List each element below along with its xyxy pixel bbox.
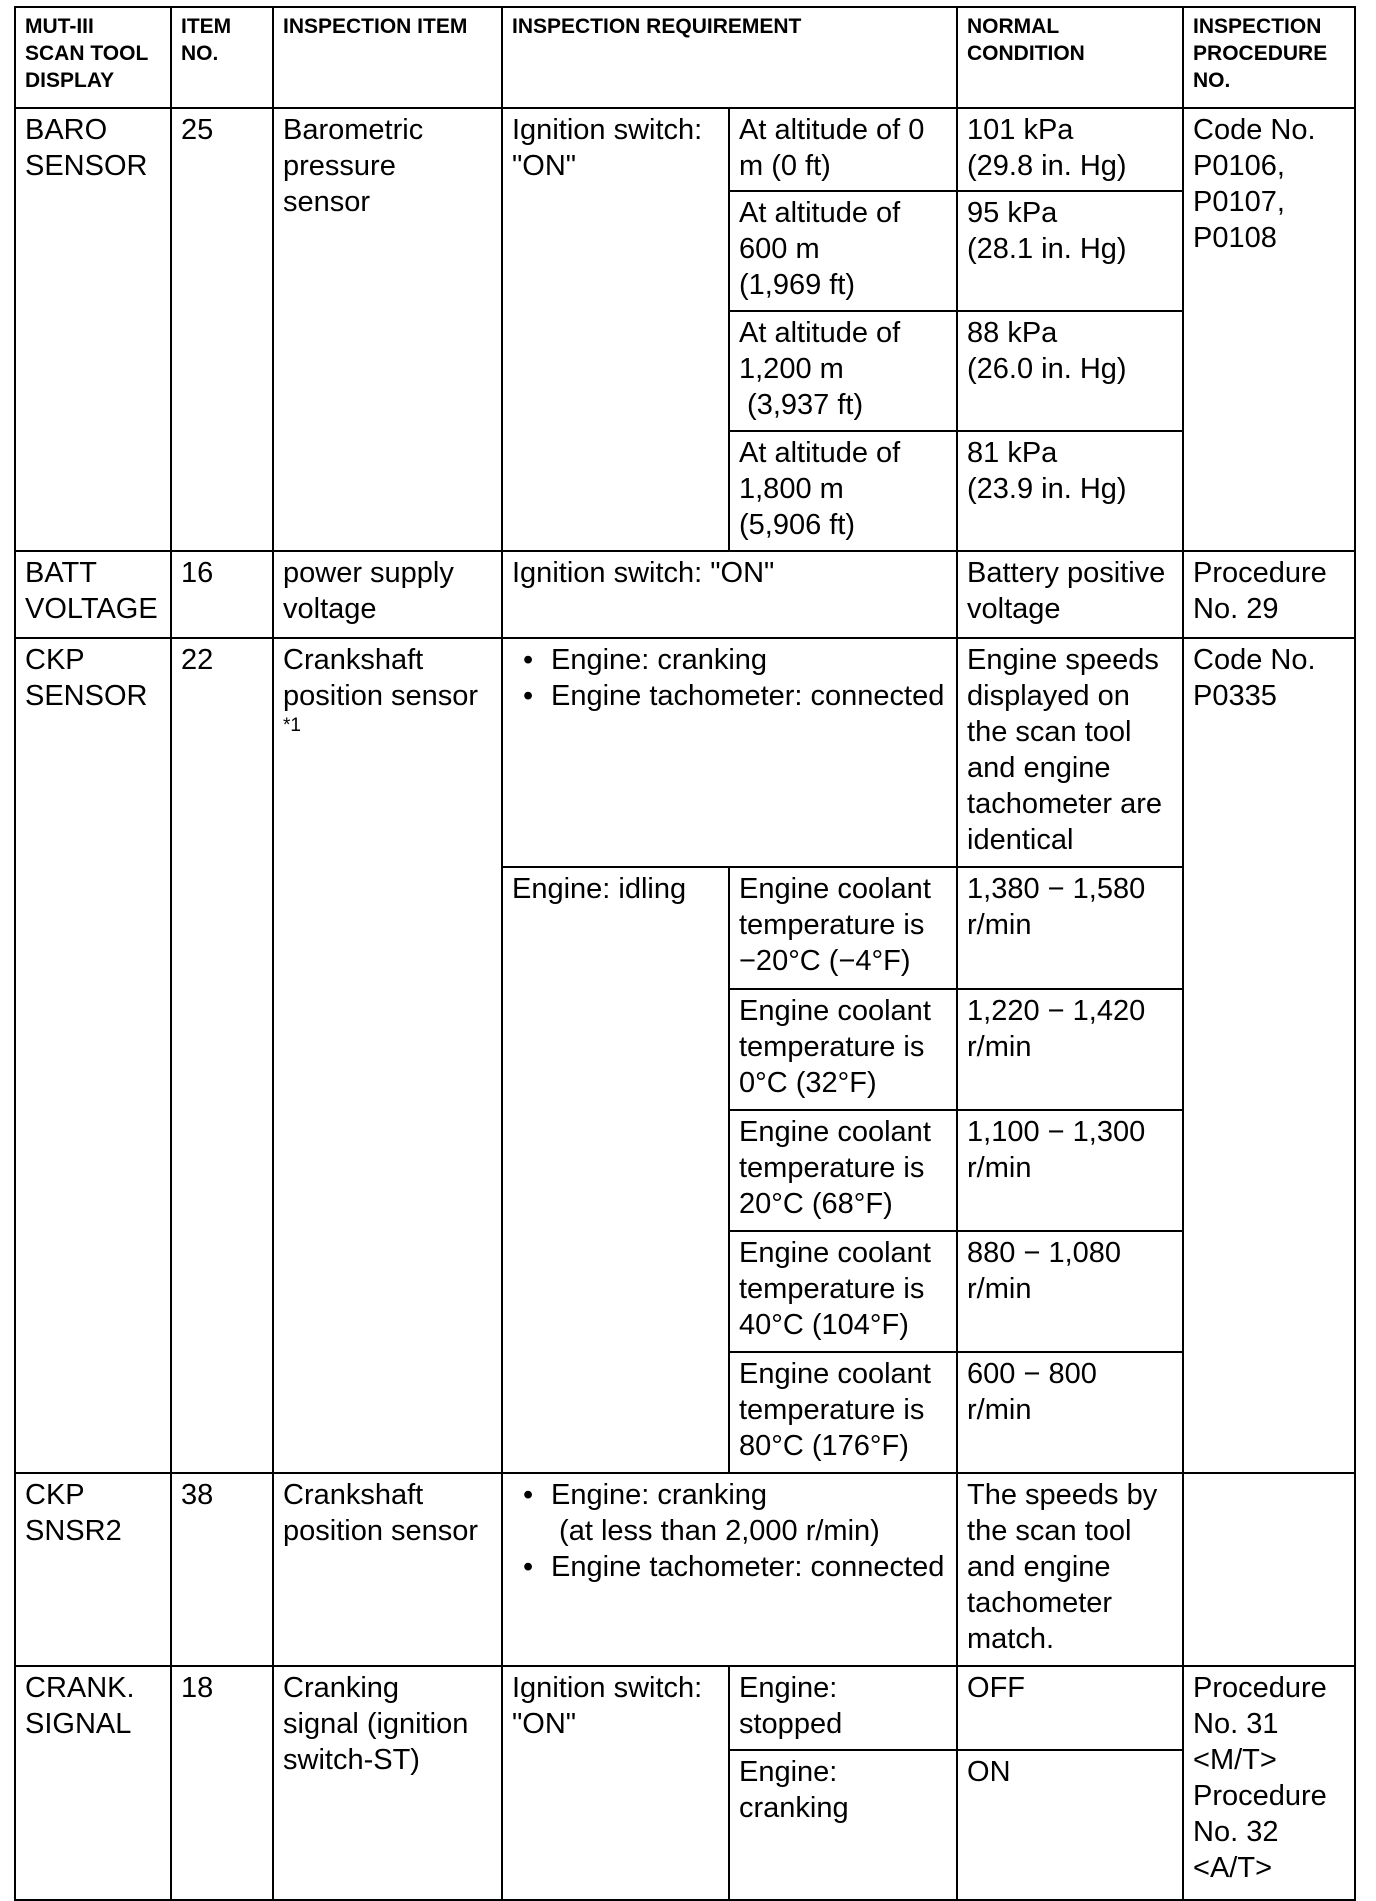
table-row-crank: [15, 1666, 1355, 1750]
header-inspection-requirement: INSPECTION REQUIREMENT: [502, 7, 957, 108]
baro-condition: Ignition switch: "ON": [502, 108, 729, 551]
crank-item: Cranking signal (ignition switch-ST): [273, 1666, 502, 1900]
header-item-no: ITEM NO.: [171, 7, 273, 108]
baro-sub-2: At altitude of 1,200 m (3,937 ft): [729, 311, 957, 431]
baro-normal-3: 81 kPa (23.9 in. Hg): [957, 431, 1183, 551]
crank-item-no: 18: [171, 1666, 273, 1900]
ckp-requirement-cranking: [502, 638, 957, 867]
header-normal-condition: NORMAL CONDITION: [957, 7, 1183, 108]
batt-procedure: Procedure No. 29: [1183, 551, 1355, 638]
crank-normal-0: OFF: [957, 1666, 1183, 1750]
ckp2-item: Crankshaft position sensor: [273, 1473, 502, 1666]
header-inspection-item: INSPECTION ITEM: [273, 7, 502, 108]
list-item: • Engine: cranking (at less than 2,000 r/min): [512, 1477, 947, 1549]
baro-normal-1: 95 kPa (28.1 in. Hg): [957, 191, 1183, 311]
table-row-baro: [15, 108, 1355, 191]
batt-normal: Battery positive voltage: [957, 551, 1183, 638]
ckp2-item-no: 38: [171, 1473, 273, 1666]
ckp-bullet-list: [512, 642, 947, 714]
baro-normal-2: 88 kPa (26.0 in. Hg): [957, 311, 1183, 431]
ckp-idle-normal-2: 1,100 − 1,300 r/min: [957, 1110, 1183, 1231]
list-item: • Engine tachometer: connected: [512, 678, 947, 714]
ckp-display: CKP SENSOR: [15, 638, 171, 1473]
ckp-item: Crankshaft position sensor *1: [273, 638, 502, 1473]
crank-condition: Ignition switch: "ON": [502, 1666, 729, 1900]
ckp-idle-sub-1: Engine coolant temperature is 0°C (32°F): [729, 989, 957, 1110]
baro-display: BARO SENSOR: [15, 108, 171, 551]
inspection-table: [14, 6, 1356, 1901]
ckp-idle-sub-0: Engine coolant temperature is −20°C (−4°F): [729, 867, 957, 989]
crank-procedure: Procedure No. 31 <M/T> Procedure No. 32 <A/T>: [1183, 1666, 1355, 1900]
ckp2-display: CKP SNSR2: [15, 1473, 171, 1666]
ckp-idle-normal-4: 600 − 800 r/min: [957, 1352, 1183, 1473]
baro-sub-0: At altitude of 0 m (0 ft): [729, 108, 957, 191]
baro-item-no: 25: [171, 108, 273, 551]
list-item: • Engine tachometer: connected: [512, 1549, 947, 1585]
ckp-normal-cranking: Engine speeds displayed on the scan tool and engine tachometer are identical: [957, 638, 1183, 867]
ckp2-bullet-list: [512, 1477, 947, 1585]
crank-sub-0: Engine: stopped: [729, 1666, 957, 1750]
table-row-batt: [15, 551, 1355, 638]
ckp-idle-label: Engine: idling: [502, 867, 729, 1473]
ckp-idle-sub-3: Engine coolant temperature is 40°C (104°F): [729, 1231, 957, 1352]
list-item: • Engine: cranking: [512, 642, 947, 678]
header-row: [15, 7, 1355, 108]
crank-display: CRANK. SIGNAL: [15, 1666, 171, 1900]
table-row-ckp: [15, 638, 1355, 867]
ckp-procedure: Code No. P0335: [1183, 638, 1355, 1473]
ckp-idle-sub-4: Engine coolant temperature is 80°C (176°F): [729, 1352, 957, 1473]
ckp2-procedure: [1183, 1473, 1355, 1666]
baro-item: Barometric pressure sensor: [273, 108, 502, 551]
header-procedure-no: INSPECTION PROCEDURE NO.: [1183, 7, 1355, 108]
baro-procedure: Code No. P0106, P0107, P0108: [1183, 108, 1355, 551]
table-row-ckp2: [15, 1473, 1355, 1666]
ckp-idle-normal-1: 1,220 − 1,420 r/min: [957, 989, 1183, 1110]
ckp-idle-normal-3: 880 − 1,080 r/min: [957, 1231, 1183, 1352]
batt-item: power supply voltage: [273, 551, 502, 638]
ckp-idle-sub-2: Engine coolant temperature is 20°C (68°F): [729, 1110, 957, 1231]
ckp2-normal: The speeds by the scan tool and engine tachometer match.: [957, 1473, 1183, 1666]
batt-item-no: 16: [171, 551, 273, 638]
batt-display: BATT VOLTAGE: [15, 551, 171, 638]
header-display: MUT-III SCAN TOOL DISPLAY: [15, 7, 171, 108]
ckp-idle-normal-0: 1,380 − 1,580 r/min: [957, 867, 1183, 989]
crank-sub-1: Engine: cranking: [729, 1750, 957, 1900]
baro-sub-1: At altitude of 600 m (1,969 ft): [729, 191, 957, 311]
ckp2-requirement: [502, 1473, 957, 1666]
baro-sub-3: At altitude of 1,800 m (5,906 ft): [729, 431, 957, 551]
baro-normal-0: 101 kPa (29.8 in. Hg): [957, 108, 1183, 191]
ckp-item-no: 22: [171, 638, 273, 1473]
batt-requirement: Ignition switch: "ON": [502, 551, 957, 638]
crank-normal-1: ON: [957, 1750, 1183, 1900]
footnote-marker: *1: [283, 715, 301, 736]
